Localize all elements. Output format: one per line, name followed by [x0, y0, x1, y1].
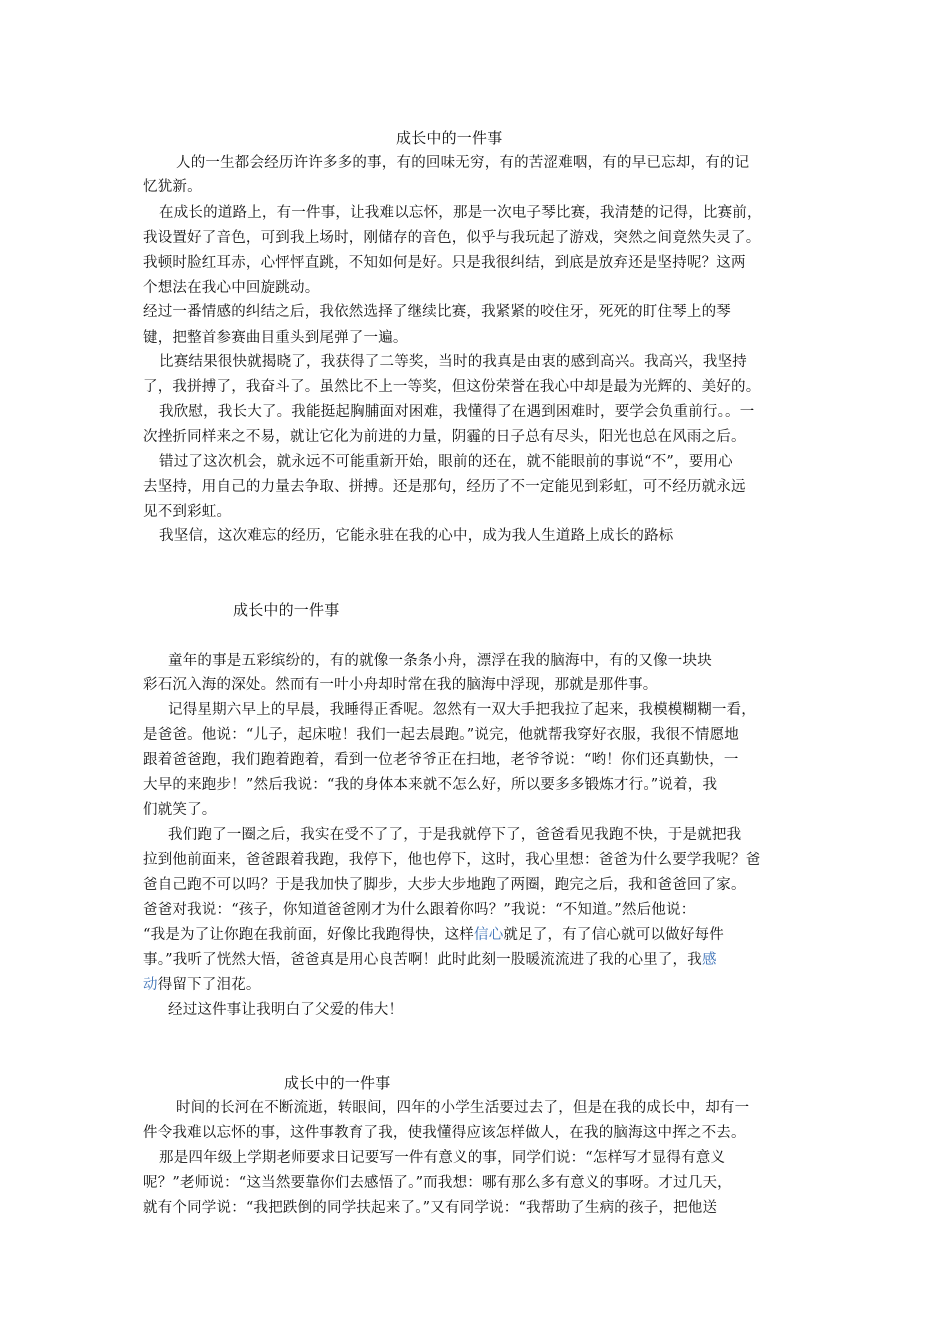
essay2-line: 童年的事是五彩缤纷的，有的就像一条条小舟，漂浮在我的脑海中，有的又像一块块 — [168, 653, 712, 669]
essay2-line: 们就笑了。 — [143, 802, 217, 818]
essay2-line — [143, 950, 717, 970]
moved-link-part2[interactable]: 动 — [143, 977, 158, 993]
essay2-line: 是爸爸。他说：“儿子，起床啦！我们一起去晨跑。”说完，他就帮我穿好衣服，我很不情愿地 — [143, 727, 739, 743]
essay2-line: 爸自己跑不可以吗？于是我加快了脚步，大步大步地跑了两圈，跑完之后，我和爸爸回了家。 — [143, 877, 746, 893]
essay2-line: 拉到他前面来，爸爸跟着我跑，我停下，他也停下，这时，我心里想：爸爸为什么要学我呢？爸 — [143, 852, 761, 868]
essay1-line: 人的一生都会经历许许多多的事，有的回味无穷，有的苦涩难咽，有的早已忘却，有的记 — [176, 155, 750, 171]
essay3-title: 成长中的一件事 — [284, 1074, 391, 1092]
essay1-line: 个想法在我心中回旋跳动。 — [143, 280, 320, 296]
essay1-line: 我设置好了音色，可到我上场时，刚储存的音色，似乎与我玩起了游戏，突然之间竟然失灵了。 — [143, 230, 761, 246]
essay2-text: 得留下了泪花。 — [157, 977, 261, 993]
essay3-line: 那是四年级上学期老师要求日记要写一件有意义的事，同学们说：“怎样写才显得有意义 — [159, 1150, 726, 1166]
essay3-line: 就有个同学说：“我把跌倒的同学扶起来了。”又有同学说：“我帮助了生病的孩子，把他送 — [143, 1200, 718, 1216]
essay2-line: 我们跑了一圈之后，我实在受不了了，于是我就停下了，爸爸看见我跑不快，于是就把我 — [168, 827, 742, 843]
essay1-line: 见不到彩虹。 — [143, 504, 232, 520]
essay2-line: 爸爸对我说：“孩子，你知道爸爸刚才为什么跟着你吗？”我说：“不知道。”然后他说： — [143, 902, 696, 918]
essay2-text: “我是为了让你跑在我前面，好像比我跑得快，这样 — [143, 927, 475, 943]
essay1-line: 我顿时脸红耳赤，心怦怦直跳，不知如何是好。只是我很纠结，到底是放弃还是坚持呢？这两 — [143, 255, 746, 271]
essay2-line — [143, 975, 261, 995]
essay2-line: 大早的来跑步！”然后我说：“我的身体本来就不怎么好，所以要多多锻炼才行。”说着，我 — [143, 777, 718, 793]
essay3-line: 件令我难以忘怀的事，这件事教育了我，使我懂得应该怎样做人，在我的脑海这中挥之不去。 — [143, 1125, 746, 1141]
essay1-line: 错过了这次机会，就永远不可能重新开始，眼前的还在，就不能眼前的事说“不”，要用心 — [159, 454, 733, 470]
essay1-line: 了，我拼搏了，我奋斗了。虽然比不上一等奖，但这份荣誉在我心中却是最为光辉的、美好的。 — [143, 379, 761, 395]
essay2-title: 成长中的一件事 — [233, 601, 340, 619]
essay1-line: 我欣慰，我长大了。我能挺起胸脯面对困难，我懂得了在遇到困难时，要学会负重前行。。一 — [159, 404, 755, 420]
confidence-link[interactable]: 信心 — [474, 927, 504, 943]
essay1-line: 在成长的道路上，有一件事，让我难以忘怀，那是一次电子琴比赛，我清楚的记得，比赛前， — [159, 205, 762, 221]
essay1-line: 次挫折同样来之不易，就让它化为前进的力量，阴霾的日子总有尽头，阳光也总在风雨之后。 — [143, 429, 746, 445]
essay1-line: 经过一番情感的纠结之后，我依然选择了继续比赛，我紧紧的咬住牙，死死的盯住琴上的琴 — [143, 304, 731, 320]
essay1-line: 去坚持，用自己的力量去争取、拼搏。还是那句，经历了不一定能见到彩虹，可不经历就永远 — [143, 479, 746, 495]
essay2-line: 彩石沉入海的深处。然而有一叶小舟却时常在我的脑海中浮现，那就是那件事。 — [143, 677, 658, 693]
essay2-line: 记得星期六早上的早晨，我睡得正香呢。忽然有一双大手把我拉了起来，我模模糊糊一看， — [168, 702, 756, 718]
essay1-title: 成长中的一件事 — [396, 129, 503, 147]
essay3-line: 呢？”老师说：“这当然要靠你们去感悟了。”而我想：哪有那么多有意义的事呀。才过几天， — [143, 1175, 732, 1191]
moved-link-part1[interactable]: 感 — [701, 952, 717, 968]
essay1-line: 键，把整首参赛曲目重头到尾弹了一遍。 — [143, 330, 408, 346]
essay1-line: 比赛结果很快就揭晓了，我获得了二等奖，当时的我真是由衷的感到高兴。我高兴，我坚持 — [159, 354, 747, 370]
essay2-line: 经过这件事让我明白了父爱的伟大！ — [168, 1002, 404, 1018]
essay2-text: 事。”我听了恍然大悟，爸爸真是用心良苦啊！此时此刻一股暖流流进了我的心里了，我 — [143, 952, 702, 968]
essay1-line: 我坚信，这次难忘的经历，它能永驻在我的心中，成为我人生道路上成长的路标 — [159, 528, 674, 544]
essay3-line: 时间的长河在不断流逝，转眼间，四年的小学生活要过去了，但是在我的成长中，却有一 — [176, 1100, 750, 1116]
essay2-line: 跟着爸爸跑，我们跑着跑着，看到一位老爷爷正在扫地，老爷爷说：“哟！你们还真勤快，一 — [143, 752, 739, 768]
essay2-text: 就足了，有了信心就可以做好每件 — [503, 927, 724, 943]
essay1-line: 忆犹新。 — [143, 179, 202, 195]
essay2-line — [143, 925, 724, 945]
